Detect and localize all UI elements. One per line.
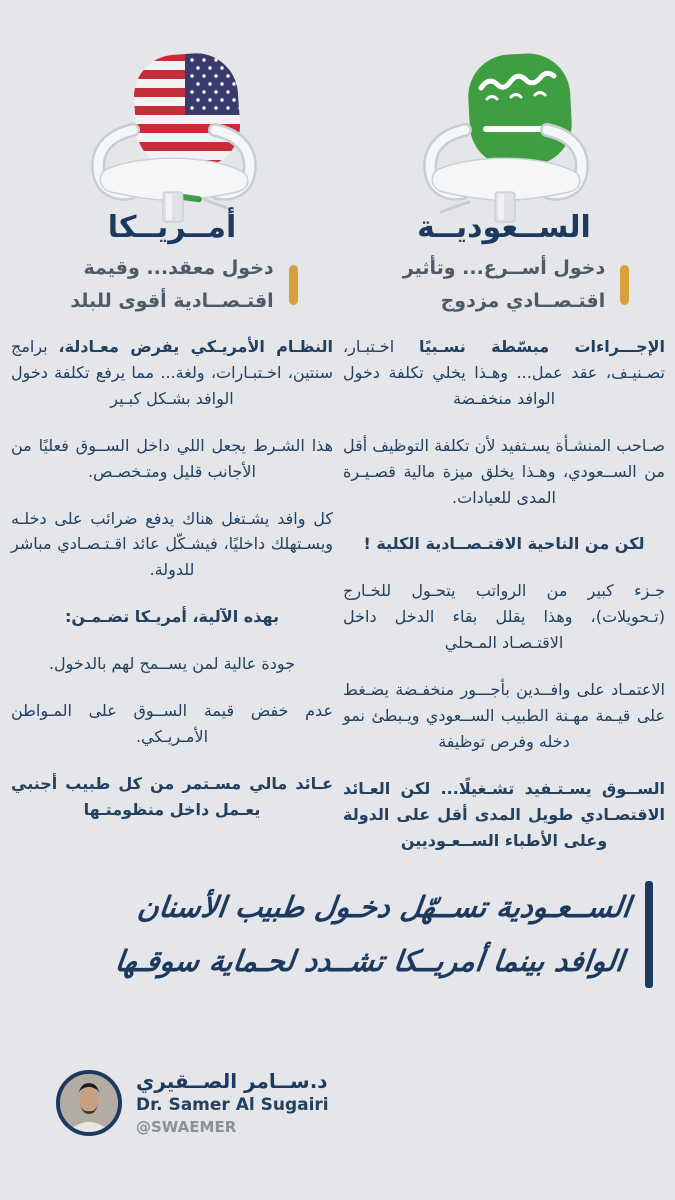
america-subtitle [70,252,273,320]
america-subtitle-accent-bar [289,265,298,305]
saudi-subtitle-line2: اقتـصــادي مزدوج [440,290,606,313]
saudi-paragraph-5: الســوق يسـتـفيد تشـغيلًا... لكن العـائد الاقتصـادي طويل المدى أقل على الدولة وعلى الأطباء الســعـوديين [343,778,665,850]
america-paragraph-3: كل وافد يشـتغل هناك يدفع ضرائب على دخلـه ويسـتهلك داخليًا، فيشـكّل عائد اقـتـصـادي مباشر للدولة. [11,508,333,580]
author-text [136,1068,329,1138]
us-chair-icon [75,52,270,224]
author-photo [60,1074,118,1132]
saudi-paragraph-4: الاعتمـاد على وافــدين بأجـــور منخفـضة يضـغط على قيـمة مهـنة الطبيب الســعودي ويـبطئ نمو دخله وفرص توظيفة [343,680,665,751]
saudi-column [343,52,665,875]
avatar [56,1070,122,1136]
us-flag-chair-illustration [75,52,270,224]
saudi-paragraph-1-rest: اخـتبـار، تصـنيـف، عقد عمل... وهـذا يخلي تكلفة دخول الوافد منخفـضة [343,337,665,408]
headline-text [19,881,633,988]
saudi-title: الســعوديــة [417,210,591,245]
america-heading-guarantee: بهذه الآلية، أمريـكا تضـمـن: [64,607,280,627]
saudi-subtitle [403,252,606,320]
america-paragraph-2: هذا الشـرط يجعل اللي داخل الســوق فعليًا من الأجانب قليل ومتـخصـص. [11,435,333,481]
headline-line1: الســعـودية تســهّل دخـول طبيب الأسنان [135,889,633,924]
headline-accent-bar [645,881,653,988]
america-paragraph-6: عـائد مالي مسـتمر من كل طبيب أجنبي يعـمل داخل منظومتـها [11,773,333,819]
author-name-arabic: د.ســامر الصــقيري [136,1069,328,1094]
saudi-paragraph-1-lead: الإجـــراءات مبسّطة نسـبيًا [418,337,665,356]
saudi-subtitle-line1: دخول أســرع... وتأثير [402,257,606,279]
saudi-subtitle-accent-bar [620,265,629,305]
headline-line2: الوافد بينما أمريــكا تشــدد لحـماية سوقـها [113,943,626,978]
saudi-paragraph-1 [343,334,665,412]
america-paragraph-5: عدم خفض قيمة الســوق على المـواطن الأمـريـكي. [11,701,333,746]
saudi-paragraph-2: صـاحب المنشـأة يسـتفيد لأن تكلفة التوظيف أقل من الســعودي، وهـذا يخلق ميزة مالية قصـيـرة المدى للعيادات. [343,435,665,507]
america-subtitle-line1: دخول معقد... وقيمة [83,257,274,279]
saudi-chair-icon [407,52,602,224]
america-paragraph-1 [11,334,333,412]
author-handle: @SWAEMER [136,1118,237,1136]
saudi-paragraph-3: جـزء كبير من الرواتب يتحـول للخـارج (تـحويلات)، وهذا يقلل بقاء الدخل داخل الاقتـصـاد المـحلي [343,581,665,653]
america-subtitle-line2: اقتـصــادية أقوى للبلد [70,290,274,313]
america-paragraph-1-lead: النظـام الأمريـكي يفرض معـادلة، [58,337,333,356]
america-paragraph-4: جودة عالية لمن يســمح لهم بالدخول. [48,654,296,674]
america-column [11,52,333,875]
saudi-flag-chair-illustration [407,52,602,224]
author-name-english: Dr. Samer Al Sugairi [136,1095,329,1116]
america-paragraph-1-rest: برامج سنتين، اخـتبـارات، ولغة... مما يرفع تكلفة دخول الوافد بشـكل كبـير [11,337,333,408]
headline [26,881,653,988]
author-footer [56,1068,329,1138]
saudi-heading-macro: لكن من الناحية الاقتـصــادية الكلية ! [363,534,645,554]
america-title: أمــريــكا [107,210,237,245]
